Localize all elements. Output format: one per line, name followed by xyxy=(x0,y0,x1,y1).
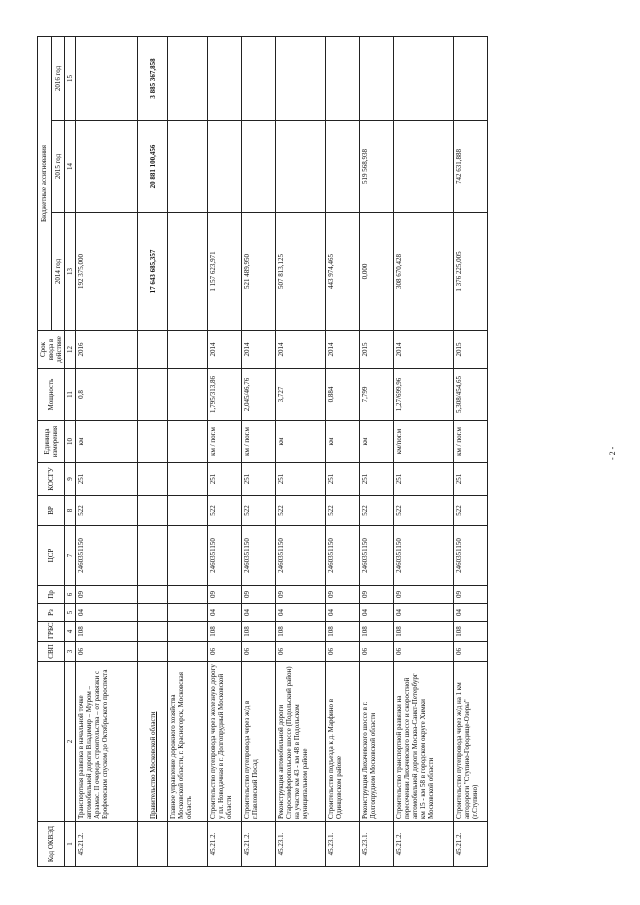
rz-cell: 04 xyxy=(326,604,360,622)
unit-cell: км / пог.м xyxy=(454,421,488,463)
object-name-cell: Реконструкция Лихачевского шоссе в г. Долгопрудном Московской области xyxy=(360,662,394,822)
table-row xyxy=(394,37,454,867)
kosgu-cell: 251 xyxy=(326,463,360,496)
col-number: 7 xyxy=(65,526,76,586)
grbs-cell: 108 xyxy=(242,622,276,642)
vr-cell: 522 xyxy=(394,496,454,526)
csr-cell: 2460351150 xyxy=(394,526,454,586)
header-term: Срок ввода в действие xyxy=(38,331,65,369)
grbs-cell: 108 xyxy=(360,622,394,642)
capacity-cell: 5,308/454,65 xyxy=(454,369,488,421)
object-name-cell: Строительство путепровода через ж/д в г.Павловский Посад xyxy=(242,662,276,822)
table-row xyxy=(326,37,360,867)
okved-cell: 45.21.2. xyxy=(454,822,488,867)
unit-cell: км xyxy=(360,421,394,463)
vr-cell: 522 xyxy=(360,496,394,526)
capacity-cell: 1,27/699,96 xyxy=(394,369,454,421)
header-okved: Код ОКВЭД xyxy=(38,822,65,867)
header-csr: ЦСР xyxy=(38,526,65,586)
object-name-cell: Транспортная развязка в начальной точке автомобильной дороги Владимир – Муром – Арзамас. II очередь строительства – от развязки с Ерофеевским спуском до Октябрьского проспекта xyxy=(76,662,138,822)
organization-heading: Правительство Московской области xyxy=(138,662,168,822)
term-cell: 2014 xyxy=(208,331,242,369)
capacity-cell: 3,727 xyxy=(276,369,326,421)
pr-cell: 09 xyxy=(208,586,242,604)
svp-cell: 06 xyxy=(394,642,454,662)
capacity-cell: 7,799 xyxy=(360,369,394,421)
vr-cell: 522 xyxy=(276,496,326,526)
unit-cell: км/пог.м xyxy=(394,421,454,463)
col-number: 11 xyxy=(65,369,76,421)
okved-cell: 45.23.1. xyxy=(326,822,360,867)
header-budget: Бюджетные ассигнования xyxy=(38,37,52,331)
page-number: - 2 - xyxy=(608,446,617,460)
budget-2015-cell xyxy=(76,121,138,213)
unit-cell: км / пог.м xyxy=(242,421,276,463)
header-2014: 2014 год xyxy=(51,213,65,331)
budget-2016-cell xyxy=(454,37,488,121)
unit-cell: км / пог.м xyxy=(208,421,242,463)
budget-2016-cell xyxy=(360,37,394,121)
vr-cell: 522 xyxy=(242,496,276,526)
okved-cell: 45.21.2. xyxy=(76,822,138,867)
department-heading: Главное управление дорожного хозяйства Московской области, г. Красногорск, Московская область xyxy=(168,662,208,822)
kosgu-cell: 251 xyxy=(242,463,276,496)
budget-2014-total: 17 643 685,357 xyxy=(138,213,168,331)
pr-cell: 09 xyxy=(454,586,488,604)
header-capacity: Мощность xyxy=(38,369,65,421)
col-number: 2 xyxy=(65,662,76,822)
budget-2016-cell xyxy=(76,37,138,121)
object-name-cell: Реконструкция автомобильной дороги Старосимферопольское шоссе (Подольский район) на участке км 43 - км 48 в Подольском муниципальном районе xyxy=(276,662,326,822)
vr-cell: 522 xyxy=(208,496,242,526)
capacity-cell: 0,8 xyxy=(76,369,138,421)
header-svp: СВП xyxy=(38,642,65,662)
budget-2016-total: 3 885 367,858 xyxy=(138,37,168,121)
grbs-cell: 108 xyxy=(326,622,360,642)
svp-cell: 06 xyxy=(242,642,276,662)
vr-cell: 522 xyxy=(454,496,488,526)
col-number: 14 xyxy=(65,121,76,213)
kosgu-cell: 251 xyxy=(394,463,454,496)
pr-cell: 09 xyxy=(360,586,394,604)
object-name-cell: Строительство подъезда к д. Марфино в Одинцовском районе xyxy=(326,662,360,822)
table-row xyxy=(208,37,242,867)
pr-cell: 09 xyxy=(326,586,360,604)
capacity-cell: 0,884 xyxy=(326,369,360,421)
budget-2016-cell xyxy=(208,37,242,121)
rz-cell: 04 xyxy=(76,604,138,622)
col-number: 8 xyxy=(65,496,76,526)
budget-2016-cell xyxy=(276,37,326,121)
col-number: 4 xyxy=(65,622,76,642)
col-number: 10 xyxy=(65,421,76,463)
table-row xyxy=(138,37,168,867)
table-row xyxy=(76,37,138,867)
svp-cell: 06 xyxy=(208,642,242,662)
header-unit: Единица измерения xyxy=(38,421,65,463)
object-name-cell: Строительство путепровода через ж/д на 1 км автодороги "Ступино-Городище-Озеры" (г.Ступино) xyxy=(454,662,488,822)
budget-2016-cell xyxy=(394,37,454,121)
term-cell: 2014 xyxy=(276,331,326,369)
budget-2014-cell: 1 376 225,005 xyxy=(454,213,488,331)
grbs-cell: 108 xyxy=(394,622,454,642)
term-cell: 2014 xyxy=(326,331,360,369)
okved-cell: 45.21.2. xyxy=(394,822,454,867)
header-2016: 2016 год xyxy=(51,37,65,121)
header-kosgu: КОСГУ xyxy=(38,463,65,496)
unit-cell: км xyxy=(276,421,326,463)
col-number: 15 xyxy=(65,37,76,121)
table-row xyxy=(168,37,208,867)
table-row xyxy=(360,37,394,867)
pr-cell: 09 xyxy=(276,586,326,604)
okved-cell: 45.23.1. xyxy=(276,822,326,867)
budget-2015-cell xyxy=(242,121,276,213)
table-row xyxy=(242,37,276,867)
csr-cell: 2460351150 xyxy=(360,526,394,586)
budget-2016-cell xyxy=(242,37,276,121)
budget-2015-cell xyxy=(394,121,454,213)
rz-cell: 04 xyxy=(394,604,454,622)
header-grbs: ГРБС xyxy=(38,622,65,642)
object-name-cell: Строительство путепровода через железную дорогу у пл. Новодачная в г. Долгопрудный Московской области xyxy=(208,662,242,822)
grbs-cell: 108 xyxy=(454,622,488,642)
term-cell: 2014 xyxy=(394,331,454,369)
budget-2015-total: 20 881 100,456 xyxy=(138,121,168,213)
term-cell: 2016 xyxy=(76,331,138,369)
col-number: 3 xyxy=(65,642,76,662)
rz-cell: 04 xyxy=(208,604,242,622)
col-number: 1 xyxy=(65,822,76,867)
vr-cell: 522 xyxy=(76,496,138,526)
vr-cell: 522 xyxy=(326,496,360,526)
csr-cell: 2460351150 xyxy=(454,526,488,586)
header-2015: 2015 год xyxy=(51,121,65,213)
budget-table xyxy=(37,36,488,867)
budget-2014-cell: 308 670,428 xyxy=(394,213,454,331)
csr-cell: 2460351150 xyxy=(208,526,242,586)
svp-cell: 06 xyxy=(276,642,326,662)
col-number: 9 xyxy=(65,463,76,496)
header-pr: Пр xyxy=(38,586,65,604)
pr-cell: 09 xyxy=(76,586,138,604)
grbs-cell: 108 xyxy=(208,622,242,642)
col-number: 5 xyxy=(65,604,76,622)
table-row xyxy=(276,37,326,867)
csr-cell: 2460351150 xyxy=(242,526,276,586)
unit-cell: км xyxy=(326,421,360,463)
budget-2015-cell: 742 631,888 xyxy=(454,121,488,213)
csr-cell: 2460351150 xyxy=(276,526,326,586)
rz-cell: 04 xyxy=(276,604,326,622)
pr-cell: 09 xyxy=(242,586,276,604)
okved-cell: 45.23.1. xyxy=(360,822,394,867)
kosgu-cell: 251 xyxy=(76,463,138,496)
svp-cell: 06 xyxy=(326,642,360,662)
column-number-row xyxy=(65,37,76,867)
kosgu-cell: 251 xyxy=(454,463,488,496)
term-cell: 2015 xyxy=(454,331,488,369)
header-vr: ВР xyxy=(38,496,65,526)
term-cell: 2014 xyxy=(242,331,276,369)
okved-cell: 45.21.2. xyxy=(242,822,276,867)
col-number: 13 xyxy=(65,213,76,331)
term-cell: 2015 xyxy=(360,331,394,369)
budget-2015-cell xyxy=(276,121,326,213)
capacity-cell: 1,795/313,86 xyxy=(208,369,242,421)
budget-2015-cell xyxy=(326,121,360,213)
rz-cell: 04 xyxy=(360,604,394,622)
kosgu-cell: 251 xyxy=(276,463,326,496)
pr-cell: 09 xyxy=(394,586,454,604)
svp-cell: 06 xyxy=(454,642,488,662)
csr-cell: 2460351150 xyxy=(326,526,360,586)
svp-cell: 06 xyxy=(360,642,394,662)
kosgu-cell: 251 xyxy=(360,463,394,496)
header-name xyxy=(38,662,65,822)
kosgu-cell: 251 xyxy=(208,463,242,496)
budget-2015-cell xyxy=(208,121,242,213)
budget-2014-cell: 521 489,950 xyxy=(242,213,276,331)
rz-cell: 04 xyxy=(242,604,276,622)
object-name-cell: Строительство транспортной развязки на пересечении Лихачевского шоссе и скоростной автомобильной дороги Москва-Санкт-Петербург км 15 - км 58 в городском округе Химки Московской области xyxy=(394,662,454,822)
grbs-cell: 108 xyxy=(276,622,326,642)
okved-cell: 45.21.2. xyxy=(208,822,242,867)
header-rz: Рз xyxy=(38,604,65,622)
col-number: 6 xyxy=(65,586,76,604)
grbs-cell: 108 xyxy=(76,622,138,642)
budget-2014-cell: 443 974,465 xyxy=(326,213,360,331)
table-row xyxy=(454,37,488,867)
budget-2016-cell xyxy=(326,37,360,121)
col-number: 12 xyxy=(65,331,76,369)
budget-2014-cell: 192 375,000 xyxy=(76,213,138,331)
capacity-cell: 2,045/46,76 xyxy=(242,369,276,421)
budget-2014-cell: 0,000 xyxy=(360,213,394,331)
rz-cell: 04 xyxy=(454,604,488,622)
budget-2014-cell: 1 157 623,971 xyxy=(208,213,242,331)
svp-cell: 06 xyxy=(76,642,138,662)
csr-cell: 2460351150 xyxy=(76,526,138,586)
budget-2014-cell: 507 813,125 xyxy=(276,213,326,331)
unit-cell: км xyxy=(76,421,138,463)
budget-2015-cell: 519 568,938 xyxy=(360,121,394,213)
